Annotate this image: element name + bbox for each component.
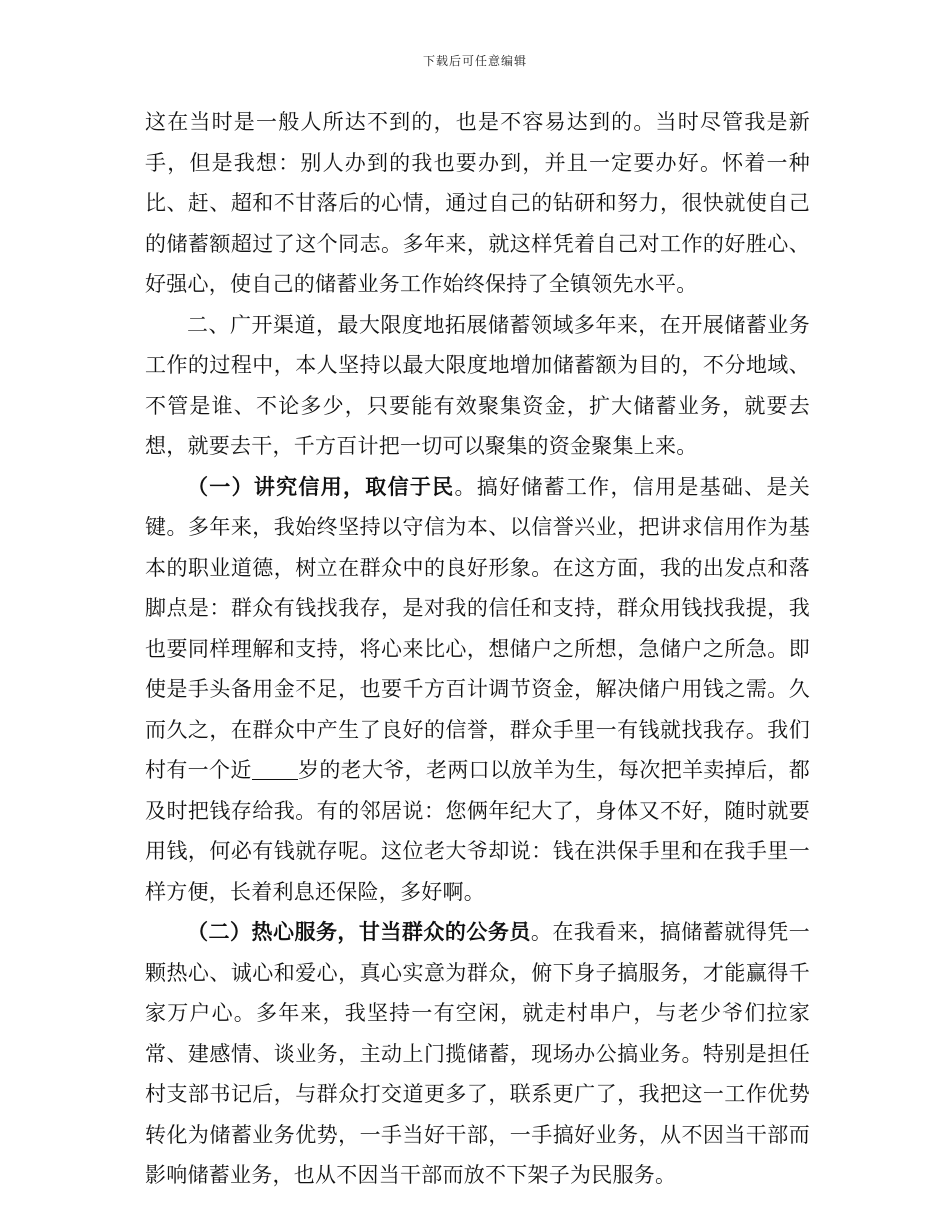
- paragraph-3: [145, 467, 810, 913]
- paragraph-4-text: 。在我看来，搞储蓄就得凭一颗热心、诚心和爱心，真心实意为群众，俯下身子搞服务，才能赢得千家万户心。多年来，我坚持一有空闲，就走村串户，与老少爷们拉家常、建感情、谈业务，主动上门揽储蓄，现场办公搞业务。特别是担任村支部书记后，与群众打交道更多了，联系更广了，我把这一工作优势转化为储蓄业务优势，一手当好干部，一手搞好业务，从不因当干部而影响储蓄业务，也从不因当干部而放不下架子为民服务。: [145, 920, 811, 1187]
- section-heading-1: （一）讲究信用，取信于民: [187, 473, 455, 499]
- fill-in-blank: [252, 758, 298, 780]
- paragraph-4: [145, 912, 810, 1196]
- paragraph-3-text-a: 。搞好储蓄工作，信用是基础、是关键。多年来，我始终坚持以守信为本、以信誉兴业，把讲求信用作为基本的职业道德，树立在群众中的良好形象。在这方面，我的出发点和落脚点是：群众有钱找我存，是对我的信任和支持，群众用钱找我提，我也要同样理解和支持，将心来比心，想储户之所想，急储户之所急。即使是手头备用金不足，也要千方百计调节资金，解决储户用钱之需。久而久之，在群众中产生了良好的信誉，群众手里一有钱就找我存。我们村有一个近: [145, 474, 811, 782]
- page-header: 下载后可任意编辑: [422, 54, 527, 68]
- document-body: [145, 102, 810, 1196]
- paragraph-1: 这在当时是一般人所达不到的，也是不容易达到的。当时尽管我是新手，但是我想：别人办到的我也要办到，并且一定要办好。怀着一种比、赶、超和不甘落后的心情，通过自己的钻研和努力，很快就使自己的储蓄额超过了这个同志。多年来，就这样凭着自己对工作的好胜心、好强心，使自己的储蓄业务工作始终保持了全镇领先水平。: [145, 110, 810, 296]
- paragraph-3-text-b: 岁的老大爷，老两口以放羊为生，每次把羊卖掉后，都及时把钱存给我。有的邻居说：您俩年纪大了，身体又不好，随时就要用钱，何必有钱就存呢。这位老大爷却说：钱在洪保手里和在我手里一样方便，长着利息还保险，多好啊。: [145, 758, 811, 904]
- paragraph-2: 二、广开渠道，最大限度地拓展储蓄领域多年来，在开展储蓄业务工作的过程中，本人坚持以最大限度地增加储蓄额为目的，不分地域、不管是谁、不论多少，只要能有效聚集资金，扩大储蓄业务，就要去想，就要去干，千方百计把一切可以聚集的资金聚集上来。: [145, 312, 810, 458]
- section-heading-2: （二）热心服务，甘当群众的公务员: [187, 919, 531, 944]
